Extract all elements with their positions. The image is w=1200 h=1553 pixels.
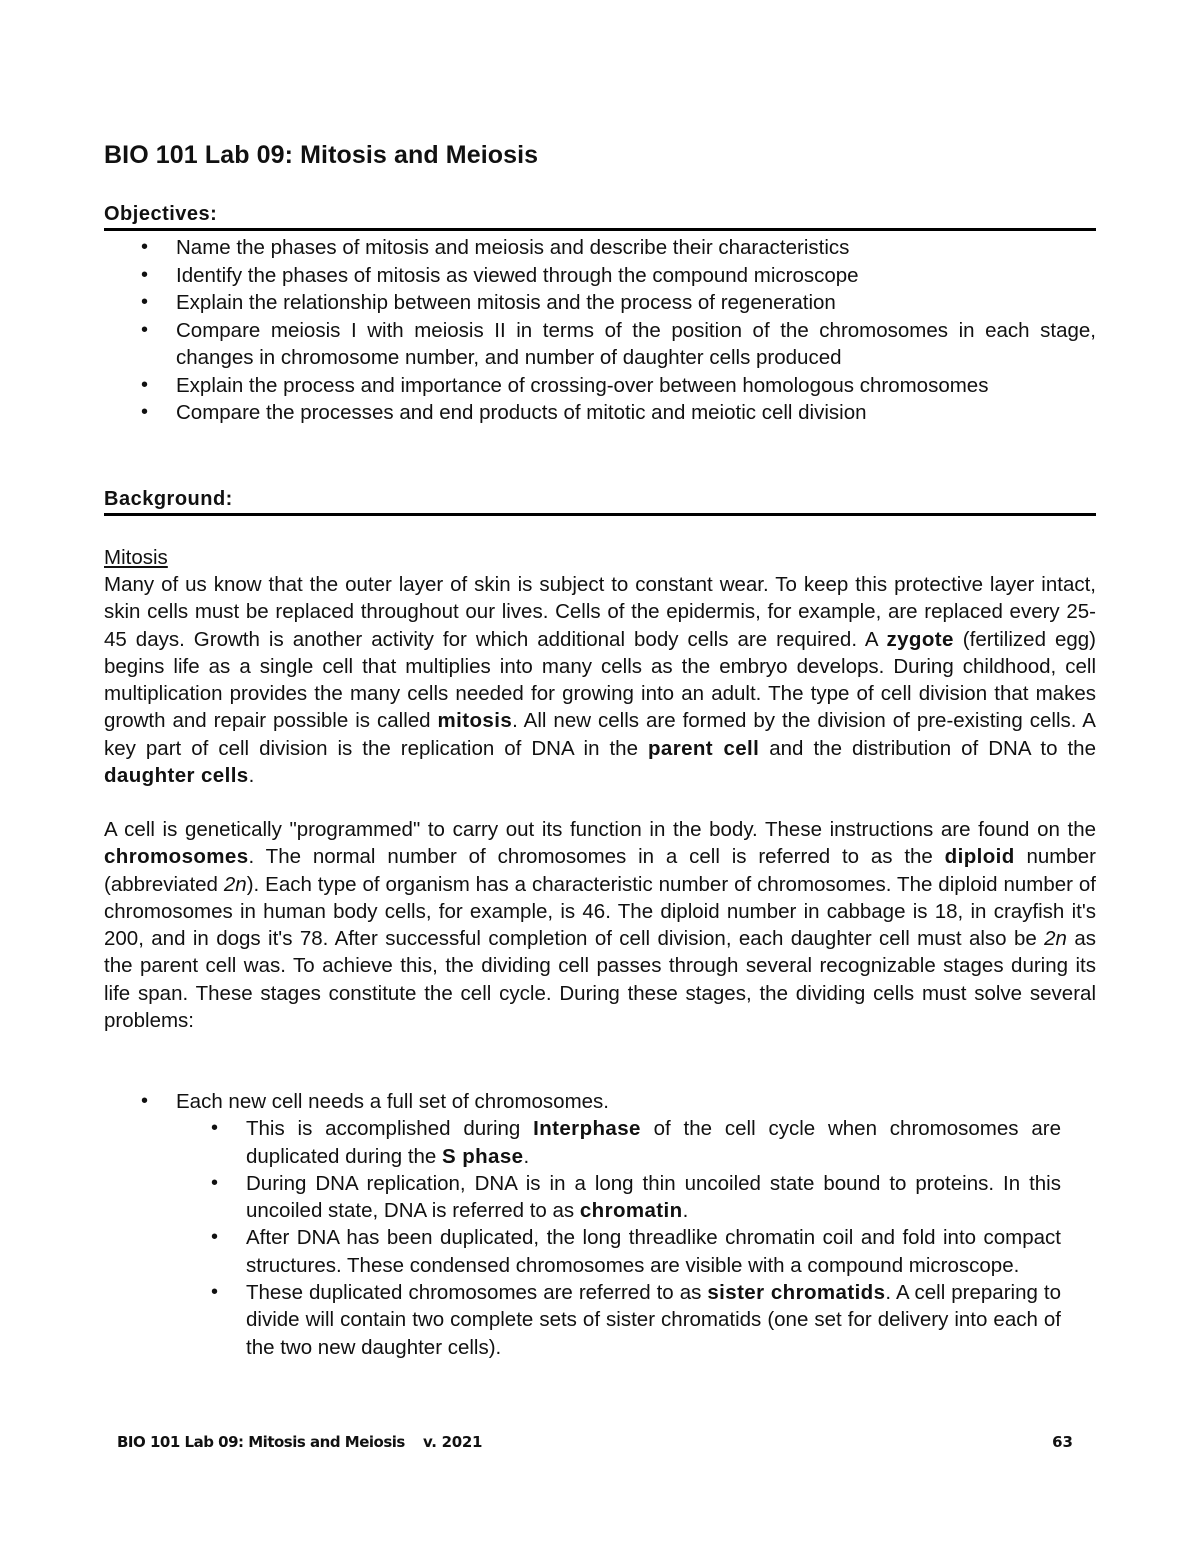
objectives-heading: Objectives:: [104, 202, 1096, 231]
bullet-icon: •: [141, 291, 149, 313]
page-footer: [117, 1433, 1073, 1457]
page-number: 63: [1052, 1433, 1073, 1451]
bullet-icon: •: [141, 1090, 149, 1112]
bullet-icon: •: [211, 1171, 219, 1194]
list-item: • Compare the processes and end products of mitotic and meiotic cell division: [141, 399, 1096, 427]
list-item: • Compare meiosis I with meiosis II in terms of the position of the chromosomes in each stage, changes in chromosome number, and number of daughter cells produced: [141, 318, 1096, 369]
bullet-icon: •: [141, 263, 149, 286]
list-item: • During DNA replication, DNA is in a long thin uncoiled state bound to proteins. In this uncoiled state, DNA is referred to as chromatin.: [211, 1171, 1061, 1223]
list-item: • Identify the phases of mitosis as viewed through the compound microscope: [141, 262, 1096, 290]
bullet-icon: •: [211, 1117, 219, 1140]
bullet-icon: •: [141, 373, 149, 396]
paragraph-mitosis-intro: Many of us know that the outer layer of skin is subject to constant wear. To keep this protective layer intact, skin cells must be replaced throughout our lives. Cells of the epidermis, for example, are replaced every 25-45 days. Growth is another activity for which additional body cells are required. A zygote (fertilized egg) begins life as a single cell that multiplies into many cells as the embryo develops. During childhood, cell multiplication provides the many cells needed for growing into an adult. The type of cell division that makes growth and repair possible is called mitosis. All new cells are formed by the division of pre-existing cells. A key part of cell division is the replication of DNA in the parent cell and the distribution of DNA to the daughter cells.: [104, 573, 1097, 788]
bullet-icon: •: [211, 1281, 219, 1304]
bullet-icon: •: [141, 236, 149, 258]
background-heading: Background:: [104, 487, 1096, 516]
paragraph-chromosomes: A cell is genetically "programmed" to carry out its function in the body. These instructions are found on the chromosomes. The normal number of chromosomes in a cell is referred to as the diploid number (abbreviated 2n). Each type of organism has a characteristic number of chromosomes. The diploid number of chromosomes in human body cells, for example, is 46. The diploid number in cabbage is 18, in crayfish it's 200, and in dogs it's 78. After successful completion of cell division, each daughter cell must also be 2n as the parent cell was. To achieve this, the dividing cell passes through several recognizable stages during its life span. These stages constitute the cell cycle. During these stages, the dividing cells must solve several problems:: [104, 818, 1096, 1033]
sub-list: [176, 1115, 1061, 1361]
footer-version: v. 2021: [423, 1433, 483, 1451]
objectives-list: [141, 234, 1096, 427]
list-item: • Explain the relationship between mitosis and the process of regeneration: [141, 289, 1096, 317]
list-item: • This is accomplished during Interphase of the cell cycle when chromosomes are duplicated during the S phase.: [211, 1117, 1061, 1168]
bullet-icon: •: [211, 1226, 219, 1249]
problems-list: [141, 1088, 1096, 1361]
list-item: • Name the phases of mitosis and meiosis and describe their characteristics: [141, 234, 1096, 262]
bullet-icon: •: [141, 318, 149, 341]
footer-title: BIO 101 Lab 09: Mitosis and Meiosis: [117, 1433, 405, 1451]
list-item: • After DNA has been duplicated, the long threadlike chromatin coil and fold into compact structures. These condensed chromosomes are visible with a compound microscope.: [211, 1226, 1061, 1277]
document-title: BIO 101 Lab 09: Mitosis and Meiosis: [104, 141, 539, 169]
list-item: • Each new cell needs a full set of chromosomes. • This is accomplished during Interphase of the cell cycle when chromosomes are duplicated during the S phase. • During DNA replication, DNA is in a long thin uncoiled state bound to proteins. In this uncoiled state, DNA is referred to as chromatin. • After DNA has been duplicated, the long threadlike chromatin coil and fold into compact structures. These condensed chromosomes are visible with a compound microscope. • These duplicated chromosomes are referred to as sister chromatids. A cell preparing to divide will contain two complete sets of sister chromatids (one set for delivery into each of the two new daughter cells).: [141, 1088, 1096, 1361]
bullet-icon: •: [141, 401, 149, 423]
mitosis-subheading: Mitosis: [104, 546, 168, 569]
list-item: • Explain the process and importance of crossing-over between homologous chromosomes: [141, 372, 1096, 400]
list-item: • These duplicated chromosomes are referred to as sister chromatids. A cell preparing to divide will contain two complete sets of sister chromatids (one set for delivery into each of the two new daughter cells).: [211, 1281, 1061, 1359]
